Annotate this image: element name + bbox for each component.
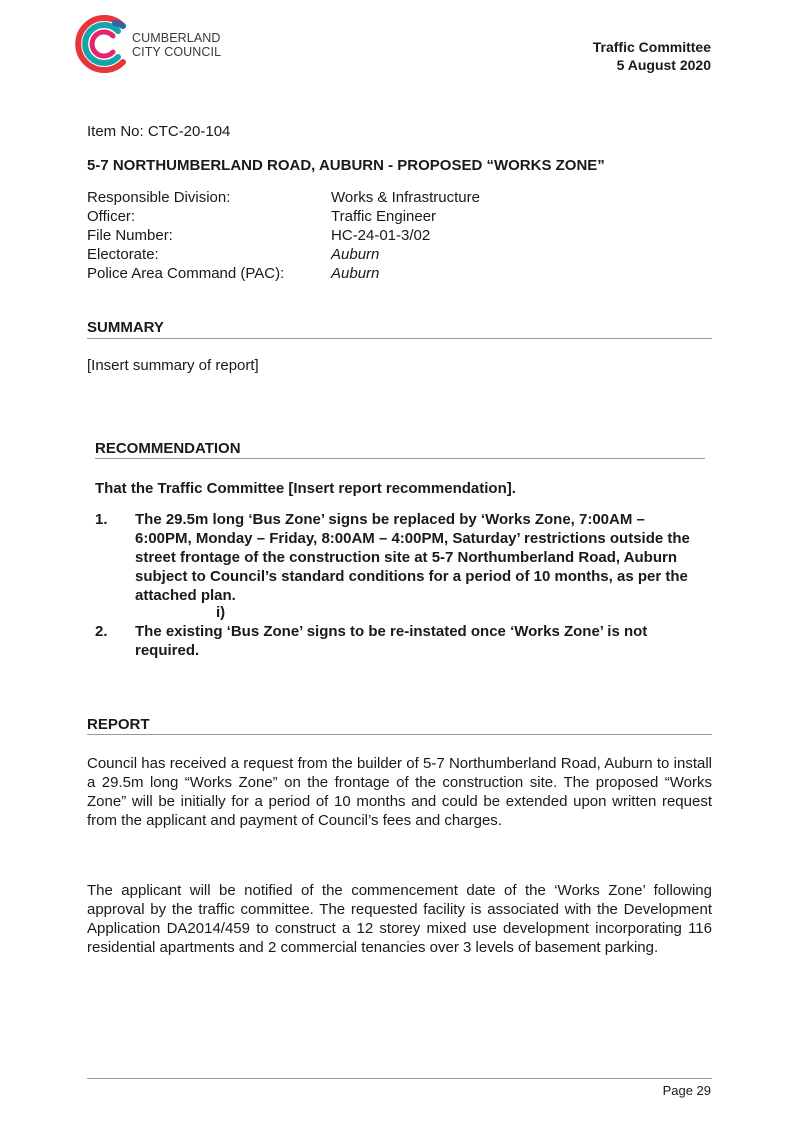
page-number: Page 29: [662, 1083, 711, 1098]
recommendation-intro: That the Traffic Committee [Insert report recommendation].: [95, 480, 516, 497]
meta-value: Auburn: [331, 265, 380, 282]
meta-row: [87, 188, 587, 207]
recommendation-item: [95, 510, 705, 605]
sub-list-marker: i): [216, 604, 226, 621]
recommendation-number: 2.: [95, 623, 108, 640]
recommendation-text: The 29.5m long ‘Bus Zone’ signs be replaced by ‘Works Zone, 7:00AM – 6:00PM, Monday – Friday, 8:00AM – 4:00PM, Saturday’ restrictions outside the street frontage of the construction site at 5-7 Northumberland Road, Auburn subject to Council’s standard conditions for a period of 10 months, as per the attached plan.: [135, 511, 690, 604]
council-name: [132, 31, 221, 59]
meta-value: Traffic Engineer: [331, 208, 437, 225]
footer-divider: [87, 1078, 712, 1079]
page-title: 5-7 NORTHUMBERLAND ROAD, AUBURN - PROPOSED “WORKS ZONE”: [87, 157, 605, 174]
meta-row: [87, 264, 587, 283]
summary-divider: [87, 338, 712, 339]
meta-table: [87, 188, 587, 283]
recommendation-text: The existing ‘Bus Zone’ signs to be re-instated once ‘Works Zone’ is not required.: [135, 623, 648, 659]
meta-value: Auburn: [331, 246, 380, 263]
meta-label: File Number:: [87, 227, 173, 244]
report-heading: REPORT: [87, 716, 150, 733]
recommendation-number: 1.: [95, 511, 108, 528]
meta-label: Officer:: [87, 208, 136, 225]
summary-text: [Insert summary of report]: [87, 357, 259, 374]
meta-row: [87, 226, 587, 245]
recommendation-heading: RECOMMENDATION: [95, 440, 241, 457]
item-number: Item No: CTC-20-104: [87, 123, 231, 140]
recommendation-item: [95, 622, 705, 660]
header-committee: Traffic Committee: [592, 39, 711, 55]
header-date: 5 August 2020: [616, 57, 711, 73]
meta-label: Electorate:: [87, 246, 159, 263]
council-name-line1: CUMBERLAND: [132, 31, 221, 45]
meta-value: Works & Infrastructure: [331, 189, 480, 206]
report-divider: [87, 734, 712, 735]
council-logo-mark: [74, 14, 134, 74]
council-name-line2: CITY COUNCIL: [132, 45, 222, 59]
meta-label: Police Area Command (PAC):: [87, 265, 285, 282]
recommendation-divider: [95, 458, 705, 459]
meta-row: [87, 245, 587, 264]
report-paragraph: The applicant will be notified of the commencement date of the ‘Works Zone’ following approval by the traffic committee. The requested facility is associated with the Development Application DA2014/459 to construct a 12 storey mixed use development incorporating 116 residential apartments and 2 commercial tenancies over 3 levels of basement parking.: [87, 882, 712, 956]
meta-row: [87, 207, 587, 226]
meta-value: HC-24-01-3/02: [331, 227, 431, 244]
summary-heading: SUMMARY: [87, 319, 164, 336]
report-paragraph: Council has received a request from the builder of 5-7 Northumberland Road, Auburn to install a 29.5m long “Works Zone” on the frontage of the construction site. The proposed “Works Zone” will be initially for a period of 10 months and could be extended upon written request from the applicant and payment of Council’s fees and charges.: [87, 755, 712, 829]
meta-label: Responsible Division:: [87, 189, 231, 206]
